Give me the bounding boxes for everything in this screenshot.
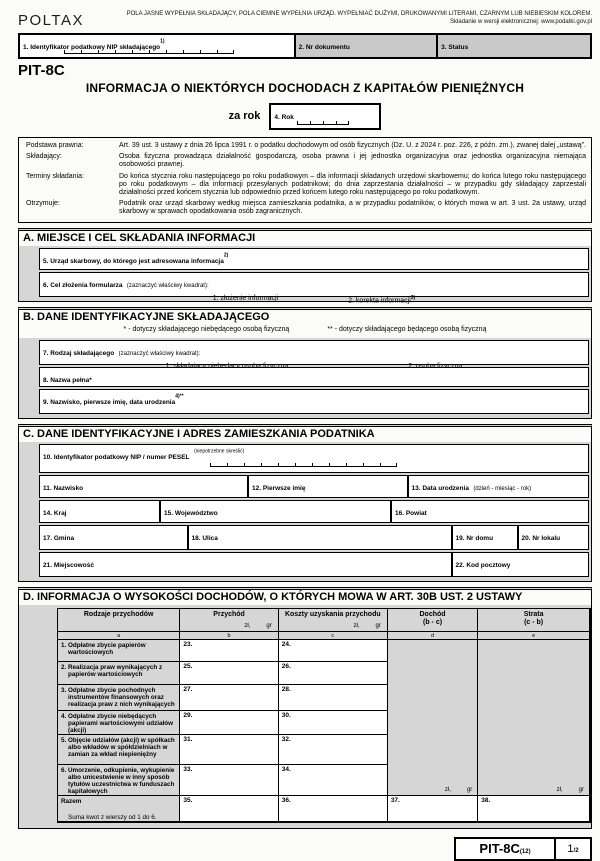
col-header-dochod: Dochód (b - c) — [388, 609, 478, 632]
cell-33-input[interactable]: 33. — [180, 765, 278, 796]
col-header-rodzaje: Rodzaje przychodów — [58, 609, 180, 632]
field-19-label: 19. Nr domu — [455, 534, 494, 542]
row-2-label: 2. Realizacja praw wynikających z papierów wartościowych — [58, 662, 180, 685]
field-15-wojewodztwo-box[interactable] — [160, 500, 391, 523]
field-6-cel-zlozenia-box — [39, 272, 589, 304]
field-6-options — [43, 295, 585, 304]
instruction-line-1: POLA JASNE WYPEŁNIA SKŁADAJĄCY, POLA CIEMNE WYPEŁNIA URZĄD. WYPEŁNIAĆ DUŻYMI, DRUKOWANYMI LITERAMI, CZARNYM LUB NIEBIESKIM KOLOREM. — [126, 11, 592, 17]
field-20-label: 20. Nr lokalu — [521, 534, 561, 542]
legal-row-skladajacy — [26, 153, 586, 169]
field-7-hint: (zaznaczyć właściwy kwadrat): — [118, 350, 201, 357]
legal-text: Podatnik oraz urząd skarbowy według miejsca zamieszkania podatnika, a w przypadku podatników, o których mowa w art. 3 ust. 2a ustawy, urząd skarbowy w sprawach opodatkowania osób zagranicznych. — [119, 200, 586, 216]
field-3-status-box — [436, 35, 590, 57]
field-16-label: 16. Powiat — [395, 509, 427, 517]
section-b-title: B. DANE IDENTYFIKACYJNE SKŁADAJĄCEGO — [23, 310, 270, 323]
row-1-label: 1. Odpłatne zbycie papierów wartościowych — [58, 640, 180, 662]
field-1-footnote: 1) — [160, 38, 165, 45]
section-b-body — [19, 338, 591, 418]
cell-27-input[interactable]: 27. — [180, 685, 278, 711]
field-10-hint: (niepotrzebne skreślić) — [193, 448, 245, 455]
field-17-label: 17. Gmina — [43, 534, 75, 542]
field-12-pierwsze-imie-box[interactable] — [248, 475, 408, 498]
col-letter-a: a — [58, 632, 180, 640]
cell-31-input[interactable]: 31. — [180, 735, 278, 765]
legal-text: Osoba fizyczna prowadząca działalność gospodarczą, osoba prawna i jej jednostka organizacyjna oraz jednostka organizacyjna niemająca osobowości prawnej. — [119, 153, 586, 169]
col-header-koszty: Koszty uzyskania przychodu zł, gr — [279, 609, 388, 632]
legal-row-terminy — [26, 173, 586, 198]
address-row-1 — [39, 475, 589, 498]
option-zlozenie-informacji[interactable]: 1. złożenie informacji — [212, 294, 279, 302]
form-title: INFORMACJA O NIEKTÓRYCH DOCHODACH Z KAPITAŁÓW PIENIĘŻNYCH — [85, 81, 525, 95]
footer-form-code: PIT-8C(12) — [454, 837, 556, 861]
field-3-label: 3. Status — [441, 44, 469, 51]
row-3-label: 3. Odpłatne zbycie pochodnych instrumentów finansowych oraz realizacja praw z nich wynikających — [58, 685, 180, 711]
section-a-title: A. MIEJSCE I CEL SKŁADANIA INFORMACJI — [19, 231, 591, 246]
field-11-nazwisko-box[interactable] — [39, 475, 248, 498]
field-4-label: 4. Rok — [274, 113, 294, 121]
legal-row-podstawa — [26, 142, 586, 150]
option-korekta-informacji[interactable]: 2. korekta informacji$^{3)}$ — [348, 294, 416, 304]
cell-35-input[interactable]: 35. — [180, 796, 278, 822]
field-19-nr-domu-box[interactable] — [452, 525, 518, 550]
field-1-label: 1. Identyfikator podatkowy NIP składającego — [23, 44, 161, 51]
legal-row-otrzymuje — [26, 200, 586, 216]
col-letter-e: e — [478, 632, 590, 640]
field-5-footnote: 2) — [223, 252, 229, 259]
field-2-nr-dokumentu-box — [294, 35, 437, 57]
field-17-gmina-box[interactable] — [39, 525, 188, 550]
section-a-body — [19, 246, 591, 304]
field-6-label: 6. Cel złożenia formularza — [43, 281, 123, 289]
field-5-label: 5. Urząd skarbowy, do którego jest adresowana informacja — [43, 257, 224, 265]
address-row-2 — [39, 500, 589, 523]
field-1-nip-box[interactable] — [20, 35, 294, 57]
cell-29-input[interactable]: 29. — [180, 711, 278, 735]
field-13-data-urodzenia-box[interactable] — [408, 475, 590, 498]
cell-36-input[interactable]: 36. — [279, 796, 388, 822]
row-6-label: 6. Umorzenie, odkupienie, wykupienie albo unicestwienie w inny sposób tytułów uczestnictwa w funduszach kapitałowych — [58, 765, 180, 796]
dochod-merged-cell: zł, gr — [388, 640, 478, 796]
strata-merged-cell: zł, gr — [478, 640, 590, 796]
legal-label: Podstawa prawna: — [26, 142, 84, 149]
legal-info-box — [18, 137, 592, 223]
field-10-nip-pesel-box[interactable] — [39, 444, 589, 473]
field-9-nazwisko-imie-box[interactable] — [39, 389, 589, 414]
year-row — [18, 102, 592, 130]
field-6-hint: (zaznaczyć właściwy kwadrat): — [126, 282, 209, 289]
cell-28-input[interactable]: 28. — [279, 685, 388, 711]
za-rok-label: za rok — [228, 110, 261, 122]
cell-26-input[interactable]: 26. — [279, 662, 388, 685]
cell-34-input[interactable]: 34. — [279, 765, 388, 796]
cell-32-input[interactable]: 32. — [279, 735, 388, 765]
col-header-przychod: Przychód zł, gr — [180, 609, 278, 632]
poltax-logo: POLTAX — [18, 12, 84, 29]
col-header-strata: Strata (c - b) — [478, 609, 590, 632]
razem-label: Razem — [61, 797, 82, 805]
note-double-asterisk: ** - dotyczy składającego będącego osobą fizyczną — [327, 325, 487, 333]
section-b — [18, 307, 592, 419]
field-12-label: 12. Pierwsze imię — [252, 484, 306, 492]
filling-instructions — [84, 8, 592, 26]
nip-comb-input[interactable] — [64, 50, 234, 54]
cell-38-input[interactable]: 38. — [478, 796, 590, 822]
col-letter-b: b — [180, 632, 278, 640]
section-c-title: C. DANE IDENTYFIKACYJNE I ADRES ZAMIESZKANIA PODATNIKA — [19, 427, 591, 442]
legal-label: Otrzymuje: — [26, 200, 60, 208]
field-9-label: 9. Nazwisko, pierwsze imię, data urodzenia — [43, 398, 176, 406]
section-c-body — [19, 442, 591, 581]
field-16-powiat-box[interactable] — [391, 500, 589, 523]
field-9-footnote: 4)** — [175, 393, 184, 400]
field-8-nazwa-pelna-box[interactable] — [39, 367, 589, 387]
field-14-kraj-box[interactable] — [39, 500, 160, 523]
cell-23-input[interactable]: 23. — [180, 640, 278, 662]
field-22-label: 22. Kod pocztowy — [455, 561, 511, 569]
field-18-ulica-box[interactable] — [188, 525, 452, 550]
form-header — [18, 8, 592, 29]
cell-37-input[interactable]: 37. — [388, 796, 478, 822]
nip-pesel-comb-input[interactable] — [210, 463, 397, 467]
income-table — [57, 608, 591, 823]
section-b-header — [19, 310, 591, 338]
section-a — [18, 228, 592, 302]
field-15-label: 15. Województwo — [164, 509, 218, 517]
razem-label-cell — [58, 796, 180, 822]
field-7-label: 7. Rodzaj składającego — [43, 349, 115, 357]
section-d — [18, 587, 592, 829]
year-comb-input[interactable] — [297, 121, 349, 125]
row-5-label: 5. Objęcie udziałów (akcji) w spółkach albo wkładów w spółdzielniach w zamian za wkład niepieniężny — [58, 735, 180, 765]
legal-text: Art. 39 ust. 3 ustawy z dnia 26 lipca 1991 r. o podatku dochodowym od osób fizycznych (Dz. U. z 2024 r. poz. 226, z późn. zm.), zwanej dalej „ustawą”. — [119, 142, 586, 149]
legal-label: Składający: — [26, 153, 62, 161]
field-11-label: 11. Nazwisko — [43, 484, 84, 492]
field-7-rodzaj-skladajacego-box — [39, 340, 589, 365]
row-4-label: 4. Odpłatne zbycie niebędących papierami wartościowymi udziałów (akcji) — [58, 711, 180, 735]
section-b-notes — [23, 323, 587, 336]
cell-24-input[interactable]: 24. — [279, 640, 388, 662]
razem-sublabel: Suma kwot z wierszy od 1 do 6. — [68, 813, 157, 821]
field-2-label: 2. Nr dokumentu — [298, 44, 350, 51]
field-4-year-box[interactable] — [269, 103, 381, 130]
field-20-nr-lokalu-box[interactable] — [518, 525, 590, 550]
field-21-label: 21. Miejscowość — [43, 561, 94, 569]
field-18-label: 18. Ulica — [191, 534, 218, 542]
field-10-label: 10. Identyfikator podatkowy NIP / numer PESEL — [43, 453, 190, 461]
section-d-title: D. INFORMACJA O WYSOKOŚCI DOCHODÓW, O KTÓRYCH MOWA W ART. 30B UST. 2 USTAWY — [19, 590, 591, 605]
id-fields-row — [18, 33, 592, 59]
page-footer — [18, 837, 592, 861]
field-22-kod-pocztowy-box[interactable] — [452, 552, 590, 577]
legal-label: Terminy składania: — [26, 172, 84, 180]
cell-30-input[interactable]: 30. — [279, 711, 388, 735]
col-letter-c: c — [279, 632, 388, 640]
form-code: PIT-8C — [18, 62, 65, 79]
col-letter-d: d — [388, 632, 478, 640]
field-8-label: 8. Nazwa pełna* — [43, 376, 92, 384]
field-5-urzad-skarbowy-box[interactable] — [39, 248, 589, 270]
cell-25-input[interactable]: 25. — [180, 662, 278, 685]
field-21-miejscowosc-box[interactable] — [39, 552, 452, 577]
address-row-4 — [39, 552, 589, 577]
field-13-hint: (dzień - miesiąc - rok) — [473, 485, 532, 492]
field-13-label: 13. Data urodzenia — [411, 484, 469, 492]
section-d-body — [19, 605, 591, 828]
footer-page-number: 1/2 — [556, 837, 592, 861]
section-c — [18, 424, 592, 582]
legal-text: Do końca stycznia roku następującego po roku podatkowym – dla informacji składanych urzędowi skarbowemu; do końca lutego roku następującego po roku podatkowym – dla informacji przesyłanych podatnikowi; do dnia zaprzestania działalności – w przypadku gdy składający zaprzestali działalności przed końcem stycznia lub odpowiednio przed końcem lutego roku następującego po roku podatkowym. — [119, 172, 586, 197]
instruction-line-2: Składanie w wersji elektronicznej: www.podatki.gov.pl — [450, 18, 592, 25]
field-14-label: 14. Kraj — [43, 509, 67, 517]
address-row-3 — [39, 525, 589, 550]
note-asterisk: * - dotyczy składającego niebędącego osobą fizyczną — [123, 325, 290, 333]
